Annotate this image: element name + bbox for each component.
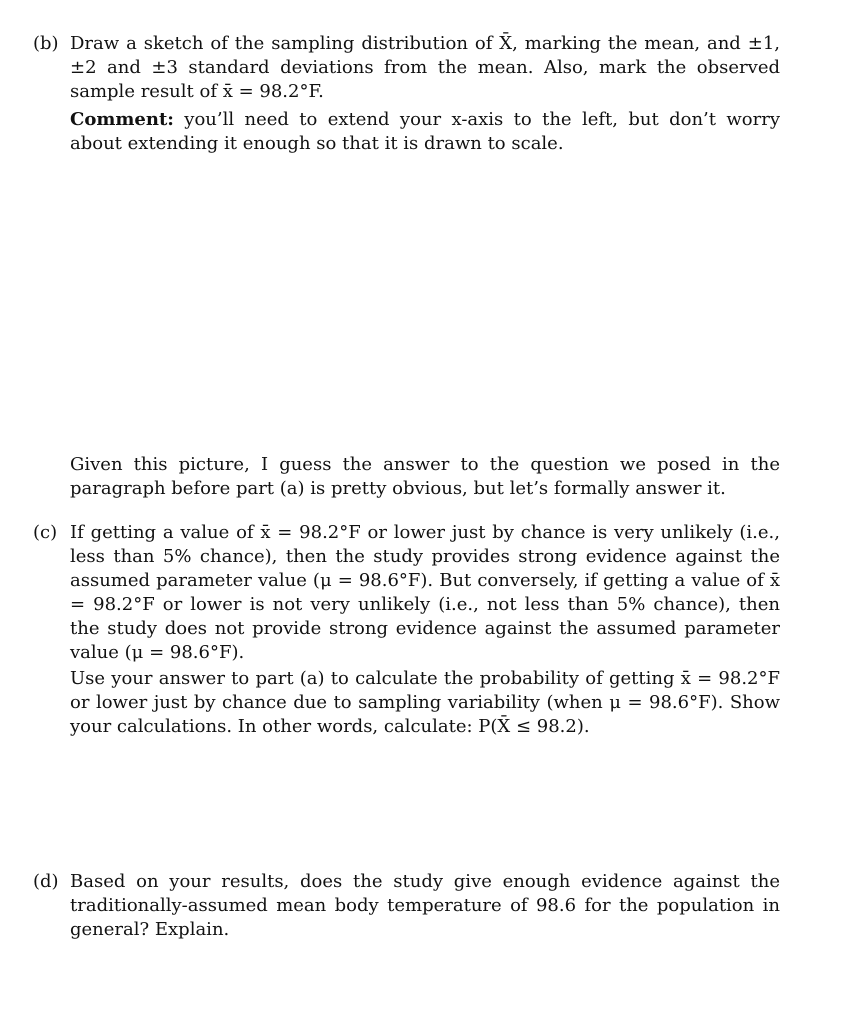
part-d-text: Based on your results, does the study give enough evidence against the traditionally-assumed mean body temperature of 98.6 for the population in general? Explain. [70, 871, 780, 940]
part-b-label: (b) [33, 33, 59, 54]
part-c-label: (c) [33, 522, 58, 543]
part-d-label: (d) [33, 871, 59, 892]
part-b-instruction: Draw a sketch of the sampling distribution of X̄, marking the mean, and ±1, ±2 and ±3 standard deviations from the mean. Also, mark the observed sample result of x̄ = 98.2°F. [70, 33, 780, 102]
comment-text: you’ll need to extend your x-axis to the left, but don’t worry about extending it enough so that it is drawn to scale. [70, 109, 780, 154]
part-b-body [70, 32, 780, 156]
part-b-comment [70, 108, 780, 156]
part-c-body [70, 521, 780, 739]
part-c-paragraph-1: If getting a value of x̄ = 98.2°F or lower just by chance is very unlikely (i.e., less than 5% chance), then the study provides strong evidence against the assumed parameter value (μ = 98.6°F). But conversely, if getting a value of x̄ = 98.2°F or lower is not very unlikely (i.e., not less than 5% chance), then the study does not provide strong evidence against the assumed parameter value (μ = 98.6°F). [70, 522, 780, 663]
interlude-text: Given this picture, I guess the answer to the question we posed in the paragraph before part (a) is pretty obvious, but let’s formally answer it. [70, 454, 780, 499]
answer-area [70, 720, 780, 860]
sketch-area [70, 160, 780, 450]
part-c-paragraph-2: Use your answer to part (a) to calculate the probability of getting x̄ = 98.2°F or lower just by chance due to sampling variability (when μ = 98.6°F). Show your calculations. In other words, calculate: P(X̄ ≤ 98.2). [70, 668, 781, 737]
comment-label: Comment: [70, 109, 174, 130]
